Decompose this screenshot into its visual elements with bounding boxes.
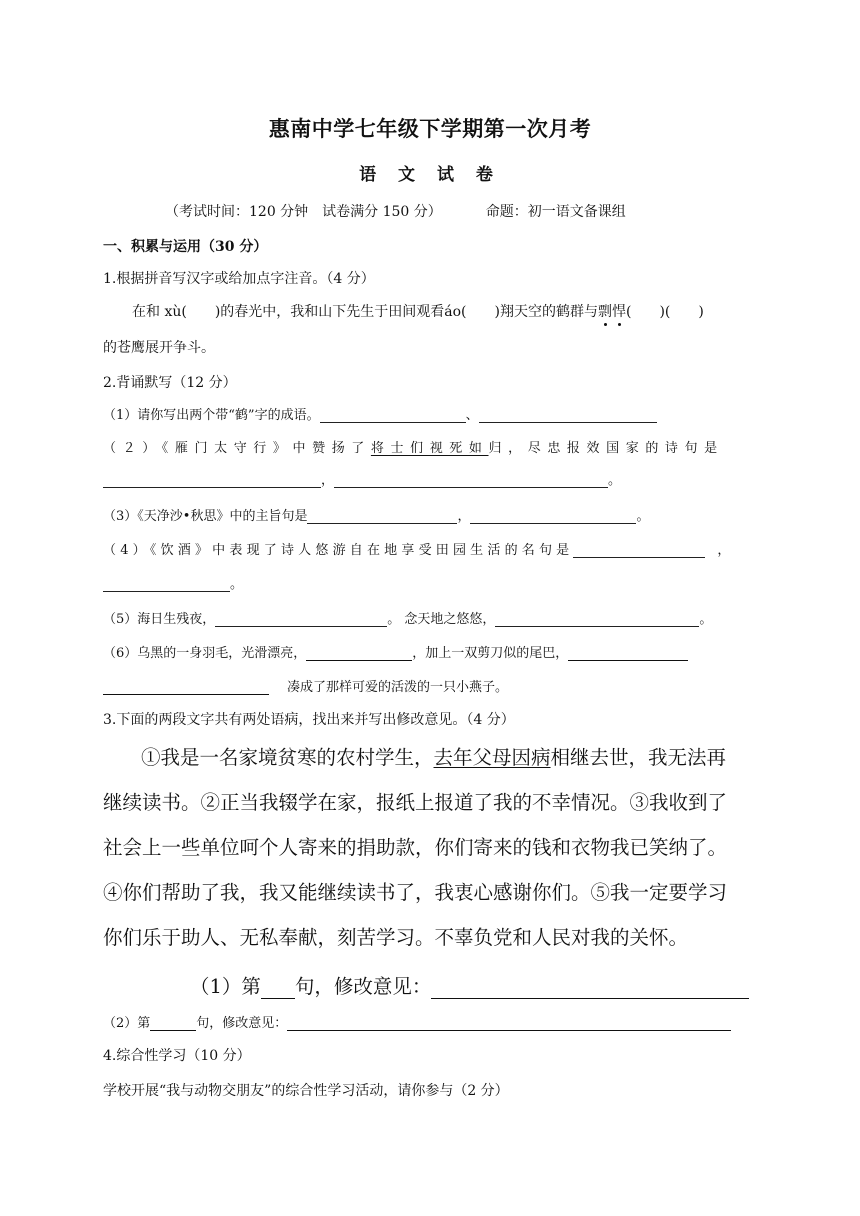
question-2-item-6-line-2 [103, 676, 508, 695]
answer-blank[interactable] [479, 406, 657, 423]
separator: ， [321, 473, 335, 488]
exam-author: 命题：初一语文备课组 [485, 204, 626, 220]
answer-blanks: ( )( ) [625, 304, 704, 320]
question-1-prompt: 1.根据拼音写汉字或给加点字注音。（4 分） [103, 271, 375, 287]
separator: ， [457, 509, 471, 524]
period: 。 [636, 509, 650, 524]
answer-blank[interactable] [261, 976, 295, 999]
question-2-item-4-answer [103, 573, 243, 592]
item-text [103, 437, 724, 456]
underlined-text: 将士们视死如 [370, 441, 489, 456]
question-2-prompt: 2.背诵默写（12 分） [103, 375, 237, 391]
answer-blank[interactable] [470, 507, 636, 524]
item-text: （4）《饮酒》中表现了诗人悠游自在地享受田园生活的名句是 [103, 543, 574, 558]
exam-subtitle: 语 文 试 卷 [359, 165, 501, 185]
period: 。 [608, 473, 622, 488]
answer-blank[interactable] [306, 644, 412, 661]
answer-blank[interactable] [334, 471, 608, 488]
question-2-item-5 [103, 608, 712, 627]
passage-text: ①我是一名家境贫寒的农村学生， [141, 746, 434, 769]
answer-blank[interactable] [287, 1014, 731, 1031]
answer-blank[interactable] [150, 1014, 196, 1031]
period: 。 [230, 577, 244, 592]
item-text: （5）海日生残夜， [103, 612, 216, 627]
item-text: 凑成了那样可爱的活泼的一只小燕子。 [287, 680, 509, 695]
item-text: （6）乌黑的一身羽毛，光滑漂亮， [103, 646, 307, 661]
item-text: ，加上一双剪刀似的尾巴， [412, 646, 569, 661]
separator: ， [717, 543, 731, 558]
dotted-char: 悍 [611, 304, 626, 320]
answer-blank[interactable] [103, 678, 269, 695]
underlined-text: 去年父母因病 [433, 746, 551, 769]
answer-line-1 [190, 971, 749, 999]
item-text: （1）请你写出两个带“鹤”字的成语。 [103, 408, 320, 423]
question-2-item-1 [103, 404, 657, 423]
question-4-line: 学校开展“我与动物交朋友”的综合性学习活动，请你参与（2 分） [103, 1083, 509, 1099]
passage-line: 继续读书。②正当我辍学在家，报纸上报道了我的不幸情况。③我收到了 [103, 791, 728, 814]
separator: 、 [465, 408, 479, 423]
answer-line-2 [103, 1012, 731, 1031]
question-1-line-1 [132, 301, 704, 321]
exam-time-info: （考试时间：120 分钟 试卷满分 150 分） [165, 204, 442, 220]
question-2-item-3 [103, 505, 649, 524]
answer-label: （2）第 [103, 1016, 151, 1031]
answer-label: （1）第 [190, 975, 261, 998]
passage-line: ④你们帮助了我，我又能继续读书了，我衷心感谢你们。⑤我一定要学习 [103, 881, 728, 904]
passage-line: 你们乐于助人、无私奉献，刻苦学习。不辜负党和人民对我的关怀。 [103, 926, 689, 949]
answer-blank[interactable] [307, 507, 457, 524]
passage-line: 社会上一些单位呵个人寄来的捐助款，你们寄来的钱和衣物我已笑纳了。 [103, 836, 728, 859]
dotted-char: 剽 [597, 304, 612, 320]
question-1-text: 在和 xù( )的春光中，我和山下先生于田间观看áo( )翔天空的鹤群与 [132, 304, 598, 320]
item-text-b: 归，尽忠报效国家的诗句是 [488, 441, 724, 456]
exam-info-line [165, 201, 626, 221]
passage-text: 相继去世，我无法再 [550, 746, 727, 769]
question-2-item-2 [103, 437, 758, 456]
question-3-prompt: 3.下面的两段文字共有两处语病，找出来并写出修改意见。（4 分） [103, 712, 515, 728]
answer-blank[interactable] [320, 406, 466, 423]
period: 。 [699, 612, 713, 627]
question-4-prompt: 4.综合性学习（10 分） [103, 1048, 251, 1064]
exam-title: 惠南中学七年级下学期第一次月考 [268, 116, 592, 141]
answer-label: 句，修改意见： [196, 1016, 288, 1031]
answer-blank[interactable] [215, 610, 387, 627]
item-text: 。 念天地之悠悠， [387, 612, 496, 627]
item-text: （3）《天净沙•秋思》中的主旨句是 [103, 509, 308, 524]
answer-blank[interactable] [573, 541, 705, 558]
answer-blank[interactable] [103, 471, 321, 488]
answer-blank[interactable] [495, 610, 699, 627]
answer-blank[interactable] [568, 644, 688, 661]
question-2-item-2-answers [103, 469, 621, 488]
question-1-line-2: 的苍鹰展开争斗。 [103, 340, 215, 356]
section-heading: 一、积累与运用（30 分） [103, 239, 268, 255]
answer-blank[interactable] [103, 575, 230, 592]
answer-blank[interactable] [431, 976, 749, 999]
question-2-item-4 [103, 539, 730, 558]
passage-line [103, 742, 763, 770]
answer-label: 句，修改意见： [294, 975, 432, 998]
question-2-item-6 [103, 642, 688, 661]
item-text-a: （２）《雁门太守行》中赞扬了 [103, 441, 371, 456]
